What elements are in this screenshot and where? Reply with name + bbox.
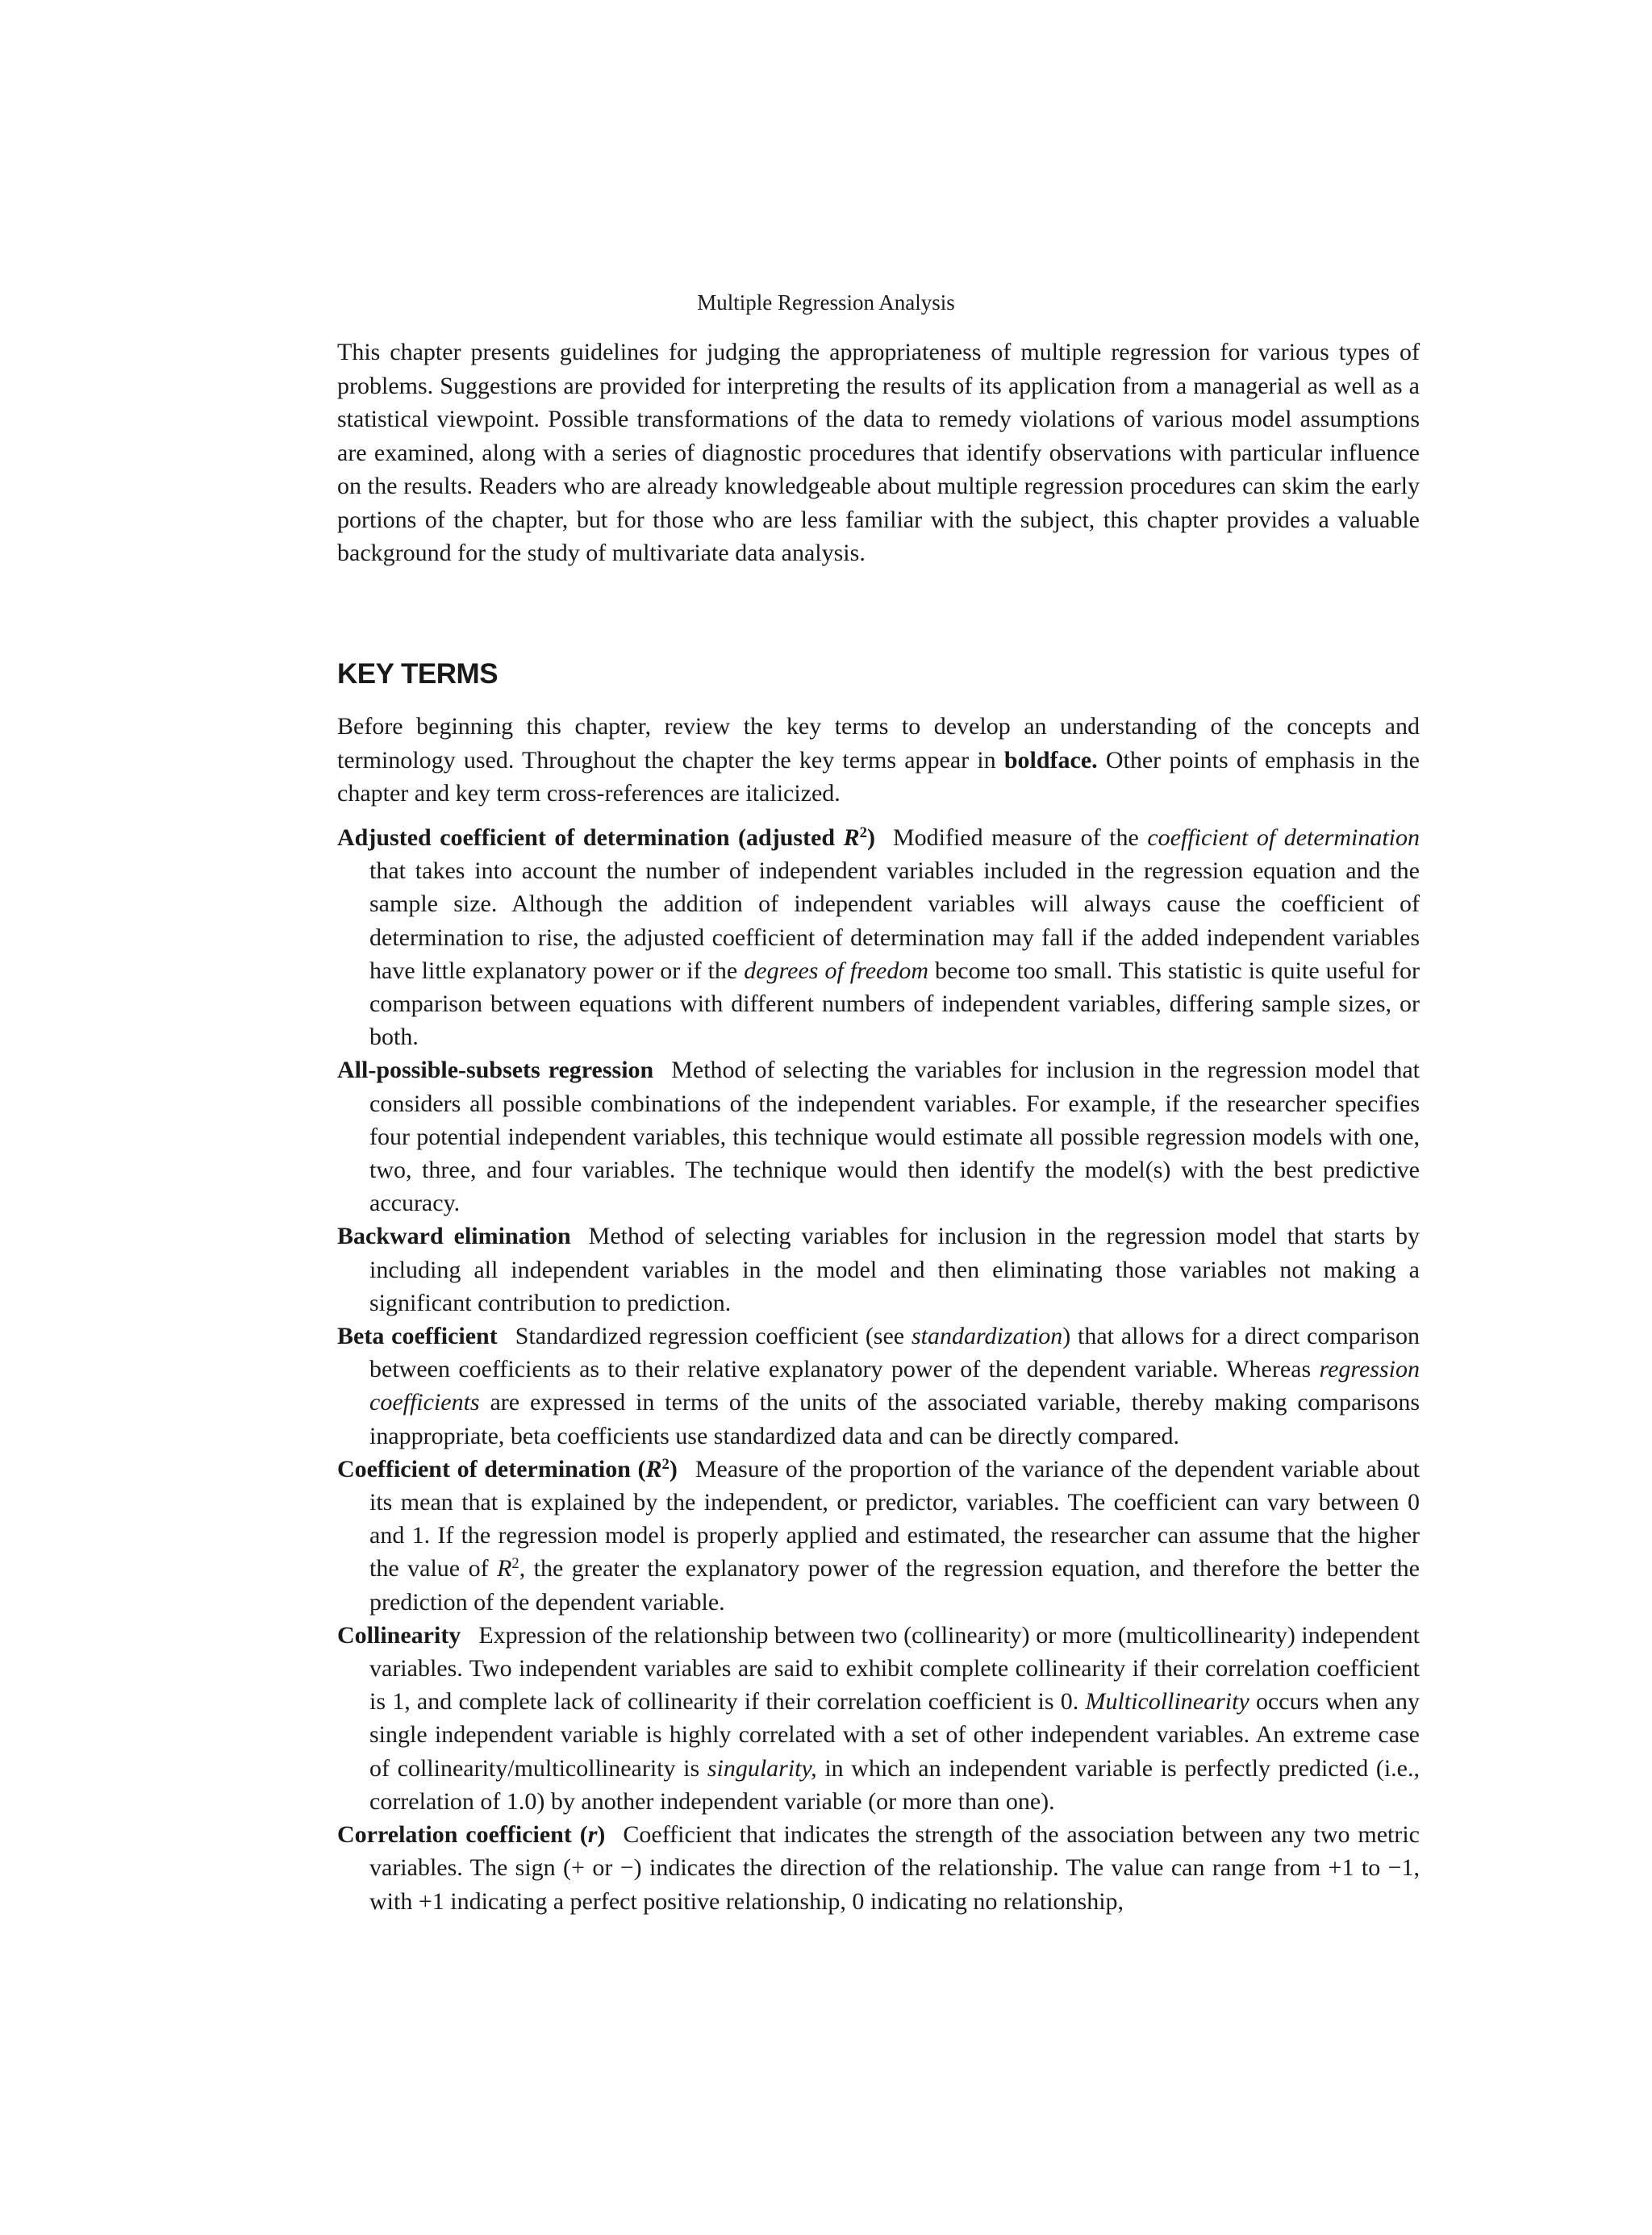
lead-bold-text: boldface. (1003, 746, 1098, 773)
term-entry-beta-coefficient: Beta coefficient Standardized regression coefficient (see standardization) that allows for a direct comparison between coefficients as to their relative explanatory power of the dependent variable. Whereas regression coefficients are expressed in terms of the units of the associated variable, thereby making comparisons inappropriate, beta coefficients use standardized data and can be directly compared. (337, 1323, 1420, 1449)
cross-reference: standardization (911, 1323, 1063, 1350)
term-name: Correlation coefficient (r) (337, 1821, 606, 1849)
term-definition: Expression of the relationship between two (collinearity) or more (multicollinearity) independent variables. Two independent variables are said to exhibit complete collinearity if their correlation coefficient is 1, and complete lack of collinearity if their correlation coefficient is 0. (369, 1621, 1420, 1716)
term-definition: Measure of the proportion of the variance of the dependent variable about its mean that is explained by the independent, or predictor, variables. The coefficient can vary between 0 and 1. If the regression model is properly applied and estimated, the researcher can assume that the higher the value of (369, 1455, 1420, 1582)
lead-text-end: Other points of emphasis in the chapter and key term cross-references are italicized. (337, 746, 1420, 807)
term-entry-all-possible-subsets (337, 1053, 1420, 1220)
term-name: Beta coefficient (337, 1323, 498, 1350)
term-definition: Method of selecting variables for inclusion in the regression model that starts by including all independent variables in the model and then eliminating those variables not making a significant contribution to prediction. (369, 1223, 1420, 1316)
term-entry-collinearity: Collinearity Expression of the relationship between two (collinearity) or more (multicollinearity) independent variables. Two independent variables are said to exhibit complete collinearity if their correlation coefficient is 1, and complete lack of collinearity if their correlation coefficient is 0. Multicollinearity occurs when any single independent variable is highly correlated with a set of other independent variables. An extreme case of collinearity/multicollinearity is singularity, in which an independent variable is perfectly predicted (i.e., correlation of 1.0) by another independent variable (or more than one). (337, 1621, 1420, 1815)
term-definition: Standardized regression coefficient (see (515, 1323, 912, 1350)
term-entry-adjusted-r2: Adjusted coefficient of determination (adjusted $R^2$) Modified measure of the coefficient of determination that takes into account the number of independent variables included in the regression equation and the sample size. Although the addition of independent variables will always cause the coefficient of determination to rise, the adjusted coefficient of determination may fall if the added independent variables have little explanatory power or if the degrees of freedom become too small. This statistic is quite useful for comparison between equations with different numbers of independent variables, differing sample sizes, or both. (337, 824, 1420, 1051)
term-name: Adjusted coefficient of determination (adjusted $R^2$) (337, 824, 875, 851)
lead-text: Before beginning this chapter, review the key terms to develop an understanding of the concepts and terminology used. Throughout the chapter the key terms appear in (337, 713, 1420, 773)
running-head: Multiple Regression Analysis (697, 290, 955, 315)
cross-reference: coefficient of determination (1147, 824, 1420, 851)
term-entry-correlation-coefficient (337, 1818, 1420, 1918)
term-definition: Modified measure of the (892, 824, 1148, 851)
cross-reference: degrees of freedom (744, 957, 929, 984)
cross-reference: Multicollinearity (1085, 1688, 1249, 1716)
cross-reference: regression coefficients (369, 1356, 1420, 1416)
term-name: Backward elimination (337, 1223, 571, 1250)
key-terms-intro (337, 710, 1420, 811)
term-entry-coefficient-of-determination: Coefficient of determination $(R^2)$ Measure of the proportion of the variance of the dependent variable about its mean that is explained by the independent, or predictor, variables. The coefficient can vary between 0 and 1. If the regression model is properly applied and estimated, the researcher can assume that the higher the value of $R^2$, the greater the explanatory power of the regression equation, and therefore the better the prediction of the dependent variable. (337, 1455, 1420, 1616)
cross-reference: singularity, (707, 1754, 817, 1782)
term-name: Coefficient of determination $(R^2)$ (337, 1455, 678, 1482)
term-definition: Method of selecting the variables for inclusion in the regression model that considers all possible combinations of the independent variables. For example, if the researcher specifies four potential independent variables, this technique would estimate all possible regression models with one, two, three, and four variables. The technique would then identify the model(s) with the best predictive accuracy. (369, 1057, 1420, 1217)
term-name: Collinearity (337, 1621, 461, 1649)
term-name: All-possible-subsets regression (337, 1057, 654, 1084)
intro-paragraph: This chapter presents guidelines for judging the appropriateness of multiple regression for various types of problems. Suggestions are provided for interpreting the results of its application from a managerial as well as a statistical viewpoint. Possible transformations of the data to remedy violations of various model assumptions are examined, along with a series of diagnostic procedures that identify observations with particular influence on the results. Readers who are already knowledgeable about multiple regression procedures can skim the early portions of the chapter, but for those who are less familiar with the subject, this chapter provides a valuable background for the study of multivariate data analysis. (337, 339, 1420, 566)
term-entry-backward-elimination (337, 1220, 1420, 1320)
term-definition: Coefficient that indicates the strength of the association between any two metric variables. The sign (+ or −) indicates the direction of the relationship. The value can range from +1 to −1, with +1 indicating a perfect positive relationship, 0 indicating no relationship, (369, 1821, 1420, 1915)
key-terms-list (337, 821, 1420, 1918)
section-heading: KEY TERMS (337, 658, 499, 690)
